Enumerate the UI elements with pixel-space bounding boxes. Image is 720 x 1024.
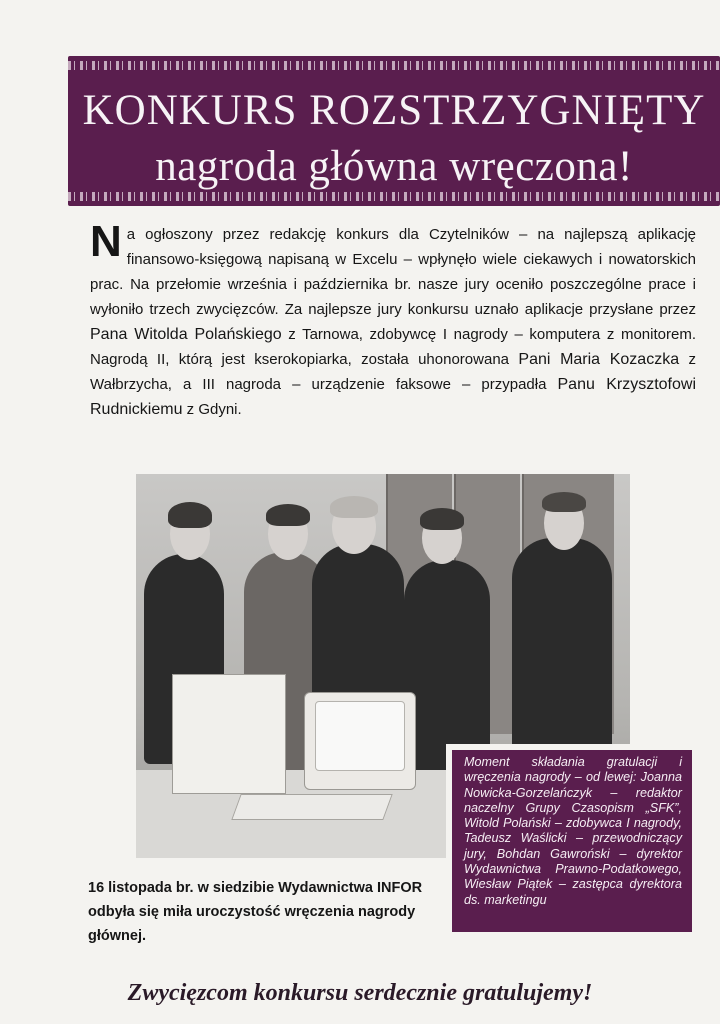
photo-caption: Moment składania gratulacji i wręczenia nagrody – od lewej: Joanna Nowicka-Gorzelańczyk – redaktor naczelny Grupy Czasopism „SFK”, Witold Polański – zdobywca I nagrody, Tadeusz Waślicki – przewodniczący jury, Bohdan Gawroński – dyrektor Wydawnictwa Prawno-Podatkowego, Wiesław Piątek – zastępca dyrektora ds. marketingu — [446, 744, 692, 932]
congratulations-line: Zwycięzcom konkursu serdecznie gratulujemy! — [127, 980, 593, 1006]
article-body — [90, 217, 696, 422]
headline-line1: KONKURS ROZSTRZYGNIĘTY — [82, 87, 706, 134]
keyboard — [231, 794, 392, 820]
computer-case — [172, 674, 286, 794]
greek-key-border-top — [68, 61, 720, 70]
article-text-1: a ogłoszony przez redakcję konkurs dla Czytelników – na najlepszą aplikację finansowo-księgową napisaną w Excelu – wpłynęło wiele ciekawych i nowatorskich prac. Na przełomie września i października br. nasze jury oceniło poszczególne prace i wyłoniło trzech zwycięzców. Za najlepsze jury konkursu uznało aplikacje przysłane przez — [90, 226, 696, 318]
winner-name-2: Pani Maria Kozaczka — [518, 351, 680, 368]
computer-monitor — [304, 692, 416, 790]
greek-key-border-bottom — [68, 192, 720, 201]
article-text-2: z Tarnowa, zdobywcę I nagrody – komputera z monitorem. Nagrodą II, którą jest kserokopiarka, została uhonorowana — [90, 326, 696, 368]
drop-cap: N — [90, 217, 122, 266]
article-text-3: z Wałbrzycha, a III nagroda – urządzenie faksowe – przypadła — [90, 351, 696, 393]
title-banner — [68, 56, 720, 206]
headline-line2: nagroda główna wręczona! — [155, 143, 633, 190]
article-text-4: z Gdyni. — [182, 401, 242, 418]
winner-name-1: Pana Witolda Polańskiego — [90, 326, 282, 343]
event-note: 16 listopada br. w siedzibie Wydawnictwa INFOR odbyła się miła uroczystość wręczenia nagrody głównej. — [88, 880, 423, 944]
winner-name-3: Panu Krzysztofowi Rudnickiemu — [90, 376, 696, 418]
